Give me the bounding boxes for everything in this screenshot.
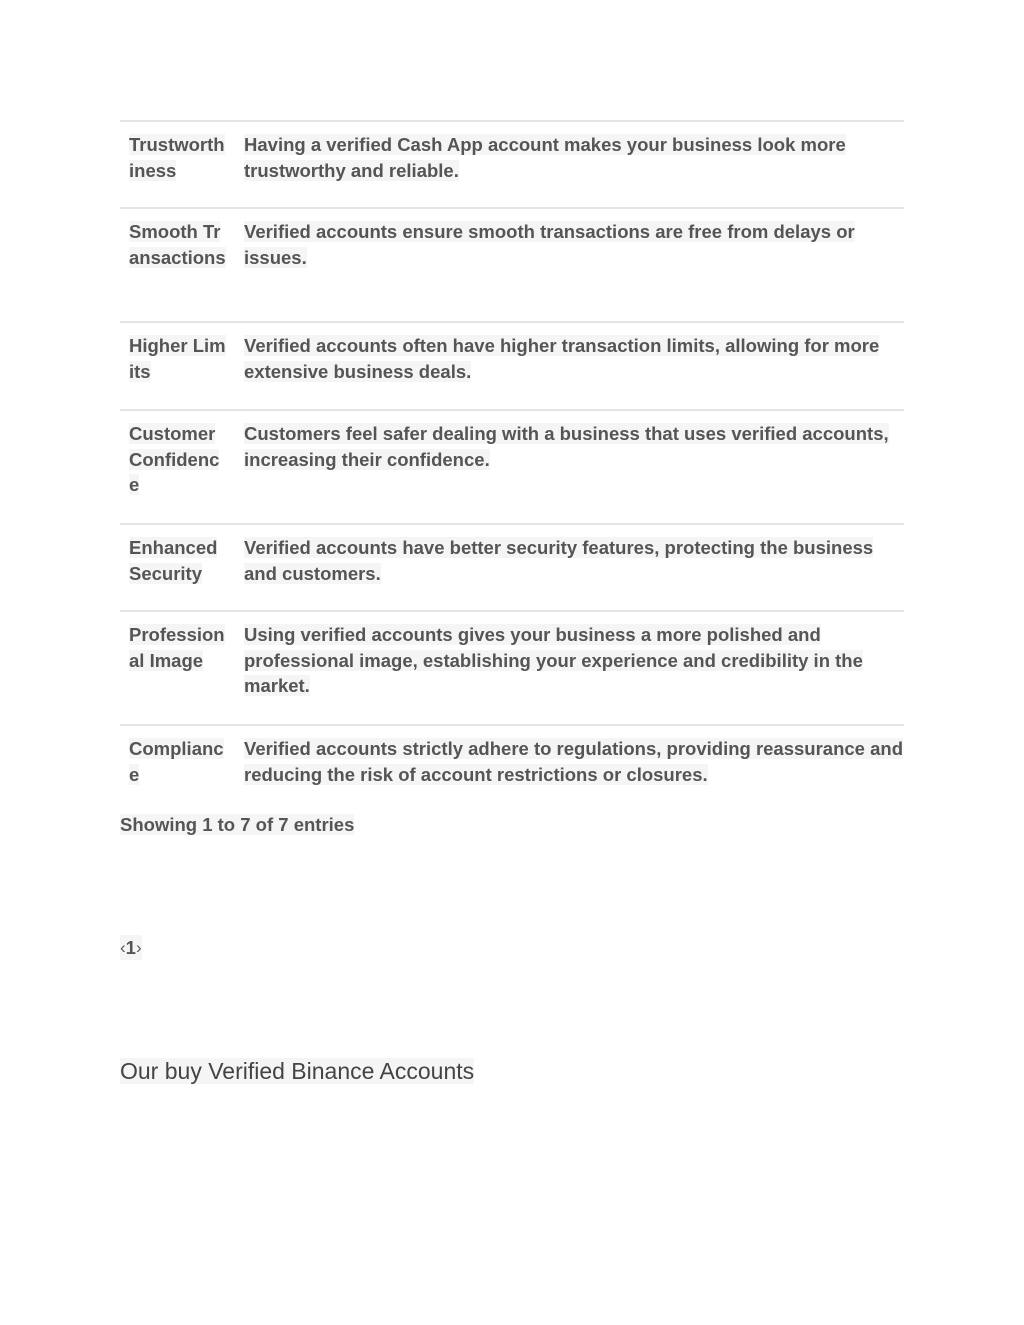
term-cell <box>120 209 229 321</box>
term-cell <box>120 726 229 796</box>
description-cell <box>229 122 904 207</box>
description-text: Verified accounts ensure smooth transactions are free from delays or issues. <box>244 221 855 268</box>
description-cell <box>229 525 904 610</box>
term-text: Professional Image <box>129 624 225 671</box>
term-cell <box>120 411 229 523</box>
table-row <box>120 209 904 323</box>
term-text: Smooth Transactions <box>129 221 226 268</box>
description-text: Using verified accounts gives your business a more polished and professional image, establishing your experience and credibility in the market. <box>244 624 863 696</box>
description-text: Having a verified Cash App account makes your business look more trustworthy and reliable. <box>244 134 846 181</box>
term-cell <box>120 612 229 724</box>
description-text: Customers feel safer dealing with a business that uses verified accounts, increasing their confidence. <box>244 423 889 470</box>
description-cell <box>229 209 904 321</box>
description-text: Verified accounts have better security features, protecting the business and customers. <box>244 537 874 584</box>
term-cell <box>120 525 229 610</box>
description-text: Verified accounts often have higher transaction limits, allowing for more extensive business deals. <box>244 335 880 382</box>
term-cell <box>120 323 229 409</box>
term-text: Higher Limits <box>129 335 226 382</box>
pagination-prev-button[interactable]: ‹ <box>120 938 126 957</box>
term-text: Customer Confidence <box>129 423 220 495</box>
table-row <box>120 323 904 411</box>
content <box>120 120 904 796</box>
description-text: Verified accounts strictly adhere to regulations, providing reassurance and reducing the risk of account restrictions or closures. <box>244 738 903 785</box>
description-cell <box>229 411 904 523</box>
table-row <box>120 612 904 726</box>
section-heading-text: Our buy Verified Binance Accounts <box>120 1058 475 1084</box>
description-cell <box>229 323 904 409</box>
table-row <box>120 525 904 612</box>
term-cell <box>120 122 229 207</box>
table-row <box>120 122 904 209</box>
features-table <box>120 120 904 796</box>
term-text: Trustworthiness <box>129 134 225 181</box>
table-row <box>120 726 904 796</box>
pagination-next-button[interactable]: › <box>135 938 142 957</box>
description-cell <box>229 612 904 724</box>
entries-summary <box>120 812 354 837</box>
entries-summary-text: Showing 1 to 7 of 7 entries <box>120 814 355 835</box>
table-row <box>120 411 904 525</box>
term-text: Enhanced Security <box>129 537 218 584</box>
term-text: Compliance <box>129 738 224 785</box>
pagination-page-1[interactable]: 1 <box>125 937 136 958</box>
pagination <box>120 935 142 960</box>
description-cell <box>229 726 904 796</box>
section-heading <box>120 1056 474 1086</box>
